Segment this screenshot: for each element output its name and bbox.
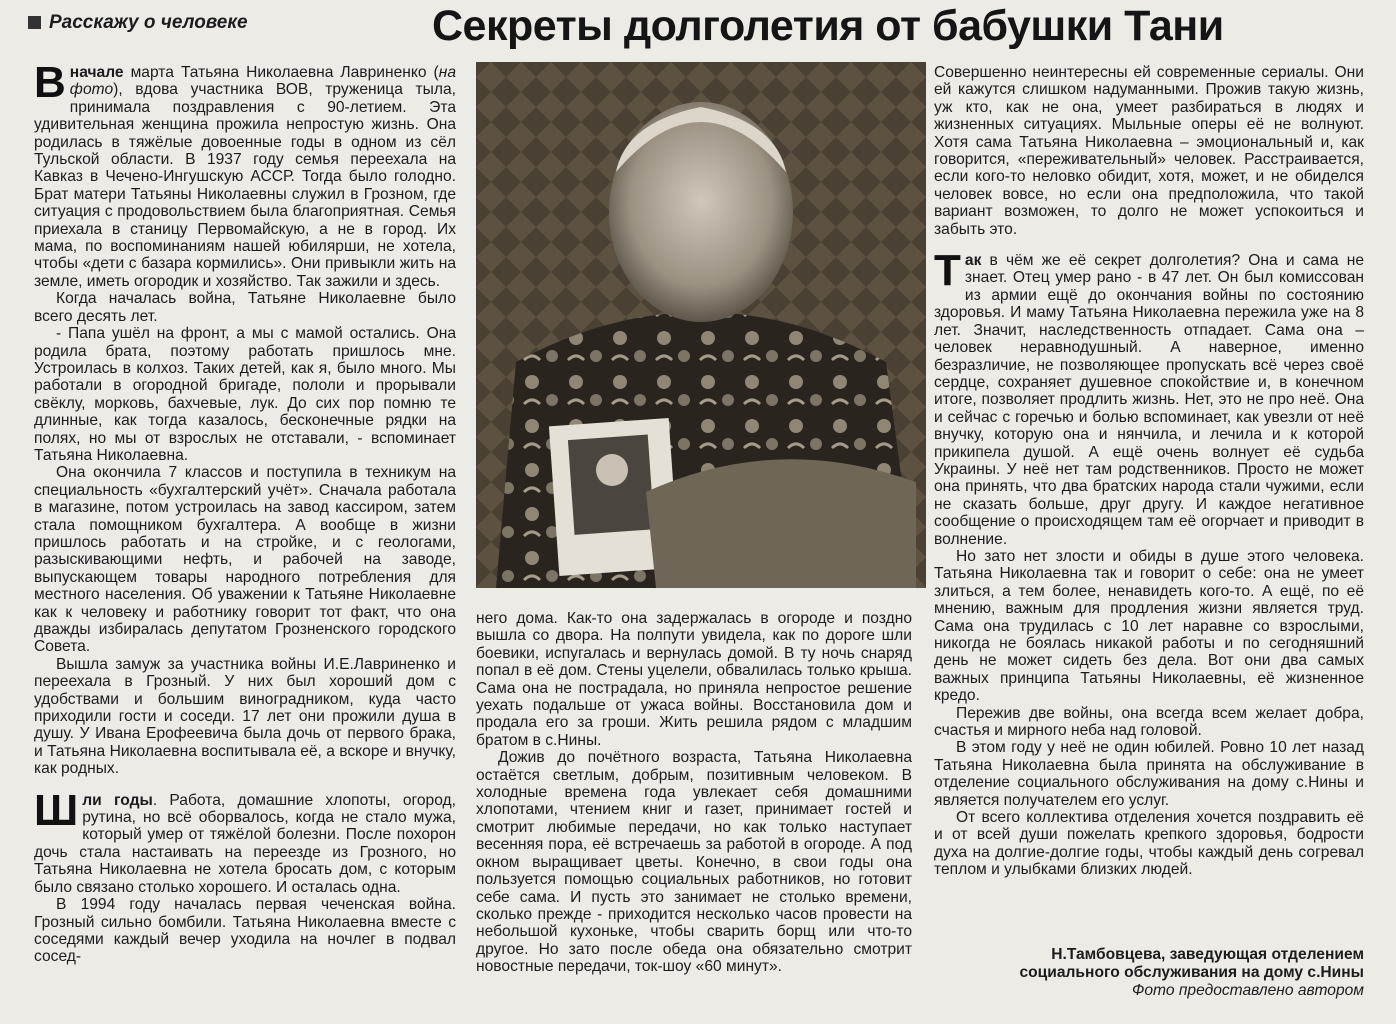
paragraph: В этом году у неё не один юбилей. Ровно 10 лет назад Татьяна Николаевна была принята на обслуживание в отделение социального обслуживания на дому с.Нины и является получателем его услуг. <box>934 739 1364 809</box>
paragraph: Вышла замуж за участника войны И.Е.Лавриненко и переехала в Грозный. У них был хороший дом с удобствами и большим виноградником, куда часто приходили гости и соседи. 17 лет они прожили душа в душу. У Ивана Ерофеевича была дочь от первого брака, и Татьяна Николаевна воспитывала её, а вскоре и внучку, как родных. <box>34 655 456 778</box>
portrait-photo <box>476 62 926 588</box>
paragraph: Когда началась война, Татьяне Николаевне было всего десять лет. <box>34 290 456 325</box>
paragraph: Шли годы. Работа, домашние хлопоты, огород, рутина, но всё оборвалось, когда не стало мужа, который умер от тяжёлой болезни. После похорон дочь стала настаивать на переезде из Грозного, но Татьяна Николаевна не хотела бросать дом, с которым было связано столько хорошего. И осталась одна. <box>34 785 456 896</box>
rubric <box>28 12 248 34</box>
paragraph: В 1994 году началась первая чеченская война. Грозный сильно бомбили. Татьяна Николаевна вместе с соседями каждый вечер уходила на ночлег в подвал сосед- <box>34 896 456 966</box>
paragraph: Но зато нет злости и обиды в душе этого человека. Татьяна Николаевна так и говорит о себе: она не умеет злиться, а тем более, ненавидеть кого-то. А ещё, по её мнению, важным для продления жизни является труд. Сама она трудилась с 10 лет наравне со взрослыми, никогда не боялась никакой работы и по сегодняшний день не может сидеть без дела. Вот они два самых важных принципа Татьяны Николаевны, её жизненное кредо. <box>934 547 1364 705</box>
paragraph: Совершенно неинтересны ей современные сериалы. Они ей кажутся слишком надуманными. Прожив такую жизнь, уж кто, как не она, умеет разбираться в людях и жизненных ситуациях. Мыльные оперы её не волнуют. Хотя сама Татьяна Николаевна – эмоциональный и, как говорится, «переживательный» человек. Расстраивается, если кого-то неловко обидит, хотя, может, и не обиделся человек вовсе, но если она предположила, что такой вариант возможен, то долго не может успокоиться и забыть это. <box>934 64 1364 238</box>
column-3 <box>934 64 1364 879</box>
rubric-label: Расскажу о человеке <box>49 12 248 33</box>
drop-cap: Т <box>934 246 961 296</box>
column-1 <box>34 58 456 966</box>
headline: Секреты долголетия от бабушки Тани <box>432 2 1224 50</box>
rubric-square-icon <box>28 16 41 29</box>
paragraph: От всего коллектива отделения хочется поздравить её и от всей души пожелать крепкого здоровья, бодрости духа на долгие-долгие годы, чтобы каждый день согревал теплом и улыбками близких людей. <box>934 809 1364 879</box>
paragraph: Так в чём же её секрет долголетия? Она и сама не знает. Отец умер рано - в 47 лет. Он был комиссован из армии ещё до окончания войны по состоянию здоровья. И маму Татьяна Николаевна пережила уже на 8 лет. Значит, наследственность отпадает. Сама она – человек неравнодушный. А наверное, именно безразличие, не позволяющее пропускать всё через своё сердце, сохраняет душевное спокойствие и, в конечном итоге, позволяет продлить жизнь. Нет, это не про неё. Она и сейчас с горечью и болью вспоминает, как увезли от неё внучку, которую она и нянчила, и лечила и к которой прикипела душой. А ещё очень волнует её судьба Украины. У неё нет там родственников. Просто не может она принять, что два братских народа стали чужими, если не сказать больше, друг другу. И каждое негативное сообщение о происходящем там её огорчает и приводит в волнение. <box>934 246 1364 548</box>
paragraph: Пережив две войны, она всегда всем желает добра, счастья и мирного неба над головой. <box>934 704 1364 740</box>
column-2 <box>476 610 912 976</box>
drop-cap: В <box>34 58 66 107</box>
photo-credit: Фото предоставлено автором <box>1131 982 1364 999</box>
paragraph: него дома. Как-то она задержалась в огороде и поздно вышла со двора. На полпути увидела, как по дороге шли боевики, испугалась и вернулась домой. В ту ночь снаряд попал в её дом. Стены уцелели, обвалилась только крыша. Сама она не пострадала, но приняла непростое решение уехать подальше от ужаса войны. Восстановила дом и продала его за гроши. Жить решила рядом с младшим братом в с.Нины. <box>476 610 912 749</box>
drop-cap: Ш <box>34 785 79 835</box>
paragraph: Она окончила 7 классов и поступила в техникум на специальность «бухгалтерский учёт». Сначала работала в магазине, потом устроилась на завод кассиром, затем стала помощником бухгалтера. А вообще в жизни пришлось работать и на стройке, и с геологами, разыскивающими нефть, и рабочей на заводе, выпускающем товары народного потребления для местного населения. Об уважении к Татьяне Николаевне как к человеку и работнику говорит тот факт, что она дважды избиралась депутатом Грозненского городского Совета. <box>34 464 456 656</box>
paragraph: Вначале марта Татьяна Николаевна Лавриненко (на фото), вдова участника ВОВ, труженица тыла, принимала поздравления с 90-летием. Эта удивительная женщина прожила непростую жизнь. Она родилась в тяжёлые довоенные годы в одном из сёл Тульской области. В 1937 году семья переехала на Кавказ в Чечено-Ингушскую АССР. Тогда было голодно. Брат матери Татьяны Николаевны служил в Грозном, где ситуация с продовольствием была благоприятная. Семья приехала в станицу Первомайскую, а не в город. Их мама, по воспоминаниям нашей юбилярши, не хотела, чтобы «дети с базара кормились». Они привыкли жить на земле, иметь огородик и хозяйство. Так зажили и здесь. <box>34 58 456 290</box>
author-line: Н.Тамбовцева, заведующая отделением <box>1051 946 1364 963</box>
paragraph: - Папа ушёл на фронт, а мы с мамой остались. Она родила брата, поэтому работать пришлось мне. Устроилась в колхоз. Таких детей, как я, было много. Мы работали в огородной бригаде, пололи и прорывали свёклу, морковь, бахчевые, лук. До сих пор помню те длинные, как тогда казалось, бесконечные рядки на полях, но мы от взрослых не отставали, - вспоминает Татьяна Николаевна. <box>34 325 456 464</box>
paragraph: Дожив до почётного возраста, Татьяна Николаевна остаётся светлым, добрым, позитивным человеком. В холодные времена года увлекает себя домашними хлопотами, чтением книг и газет, принимает гостей и смотрит любимые передачи, но как только наступает весенняя пора, её встречаешь за работой в огороде. А под окном выращивает цветы. Конечно, в свои годы она пользуется помощью социальных работников, но готовит себе сама. И пусть это занимает не столько времени, сколько прежде - приходится несколько часов провести на небольшой кухоньке, чтобы сварить борщ или что-то другое. Но зато после обеда она обязательно смотрит новостные передачи, ток-шоу «60 минут». <box>476 749 912 976</box>
author-line: социального обслуживания на дому с.Нины <box>1019 964 1364 981</box>
portrait-illustration <box>476 62 926 588</box>
signature <box>1019 946 1364 1000</box>
